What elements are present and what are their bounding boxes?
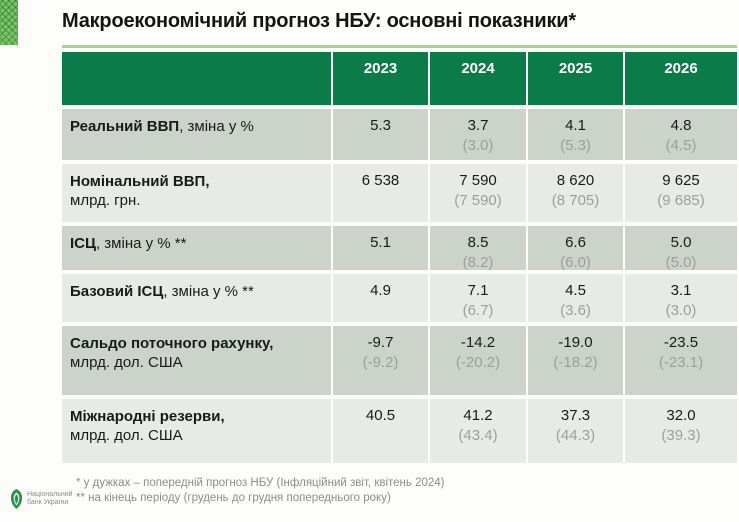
nbu-logo-text [27,491,73,507]
value-cell [625,164,737,222]
row-label-bold: Міжнародні резерви, [70,408,225,425]
nbu-logo-line1: Національний [27,491,73,498]
row-label [62,109,331,160]
previous-forecast-value: (3.6) [560,302,591,319]
column-header-2023: 2023 [333,52,428,105]
value-cell [333,326,428,395]
page-title: Макроекономічний прогноз НБУ: основні показники* [62,10,576,32]
value-cell [333,164,428,222]
value-cell [430,109,526,160]
current-forecast-value: 8.5 [467,234,489,251]
value-cell [430,226,526,270]
value-cell [528,109,623,160]
footnote-1: * у дужках – попередній прогноз НБУ (Інфляційний звіт, квітень 2024) [76,477,445,489]
value-cell [333,274,428,322]
row-label-bold: ІСЦ [70,235,96,252]
nbu-logo-line2: банк України [27,499,69,506]
table-corner-cell [62,52,331,105]
value-cell [528,326,623,395]
value-cell [528,164,623,222]
current-forecast-value: 4.8 [670,117,692,134]
previous-forecast-value: (5.0) [665,254,697,271]
row-label-unit: млрд. дол. США [70,427,183,444]
previous-forecast-value: (44.3) [555,427,596,444]
value-cell [333,226,428,270]
current-forecast-value: 40.5 [365,407,396,424]
forecast-table [62,52,737,463]
value-cell [625,326,737,395]
previous-forecast-value: (4.5) [665,137,697,154]
previous-forecast-value: (-18.2) [553,354,598,371]
value-cell [528,226,623,270]
value-cell [333,399,428,463]
previous-forecast-value: (8.2) [462,254,494,271]
row-label-unit: , зміна у % [179,118,254,135]
row-label-bold: Номінальний ВВП, [70,173,210,190]
current-forecast-value: 32.0 [666,407,696,424]
current-forecast-value: 4.9 [370,282,391,299]
previous-forecast-value: (6.0) [560,254,591,271]
previous-forecast-value: (-23.1) [658,354,704,371]
nbu-emblem-icon [10,489,23,509]
row-label [62,399,331,463]
current-forecast-value: 6 538 [361,172,400,189]
current-forecast-value: 5.1 [370,234,391,251]
previous-forecast-value: (-9.2) [362,354,399,371]
title-underline [62,45,737,48]
row-label-unit: млрд. грн. [70,192,141,209]
previous-forecast-value: (7 590) [454,192,502,209]
current-forecast-value: -19.0 [558,334,593,351]
row-label [62,274,331,322]
current-forecast-value: 4.5 [565,282,586,299]
column-header-2026: 2026 [625,52,737,105]
current-forecast-value: 6.6 [565,234,586,251]
row-label [62,164,331,222]
previous-forecast-value: (39.3) [661,427,701,444]
current-forecast-value: 8 620 [556,172,595,189]
current-forecast-value: 3.7 [467,117,489,134]
value-cell [528,274,623,322]
value-cell [625,226,737,270]
value-cell [430,274,526,322]
current-forecast-value: -9.7 [367,334,394,351]
current-forecast-value: 3.1 [670,282,692,299]
nbu-logo [10,489,73,509]
current-forecast-value: 5.3 [370,117,391,134]
value-cell [430,399,526,463]
column-header-2025: 2025 [528,52,623,105]
row-label-unit: млрд. дол. США [70,354,183,371]
current-forecast-value: 41.2 [463,407,493,424]
row-label-bold: Сальдо поточного рахунку, [70,335,274,352]
row-label-bold: Базовий ІСЦ [70,283,164,300]
current-forecast-value: 4.1 [565,117,586,134]
current-forecast-value: -23.5 [663,334,699,351]
value-cell [625,399,737,463]
column-header-2024: 2024 [430,52,526,105]
current-forecast-value: 37.3 [560,407,591,424]
current-forecast-value: 7 590 [459,172,497,189]
value-cell [333,109,428,160]
decorative-pattern-strip [0,0,18,45]
row-label [62,226,331,270]
current-forecast-value: 7.1 [467,282,489,299]
current-forecast-value: 9 625 [662,172,700,189]
row-label-unit: , зміна у % ** [95,235,187,252]
row-label-unit: , зміна у % ** [163,283,254,300]
current-forecast-value: 5.0 [670,234,692,251]
previous-forecast-value: (9 685) [657,192,705,209]
value-cell [528,399,623,463]
current-forecast-value: -14.2 [460,334,496,351]
value-cell [430,326,526,395]
row-label [62,326,331,395]
value-cell [625,274,737,322]
previous-forecast-value: (8 705) [551,192,600,209]
previous-forecast-value: (5.3) [560,137,591,154]
previous-forecast-value: (43.4) [458,427,498,444]
row-label-bold: Реальний ВВП [70,118,180,135]
previous-forecast-value: (3.0) [665,302,697,319]
value-cell [430,164,526,222]
value-cell [625,109,737,160]
footnote-2: ** на кінець періоду (грудень до грудня попереднього року) [76,492,391,504]
previous-forecast-value: (-20.2) [455,354,501,371]
previous-forecast-value: (6.7) [462,302,494,319]
previous-forecast-value: (3.0) [462,137,494,154]
footnotes [76,476,445,506]
